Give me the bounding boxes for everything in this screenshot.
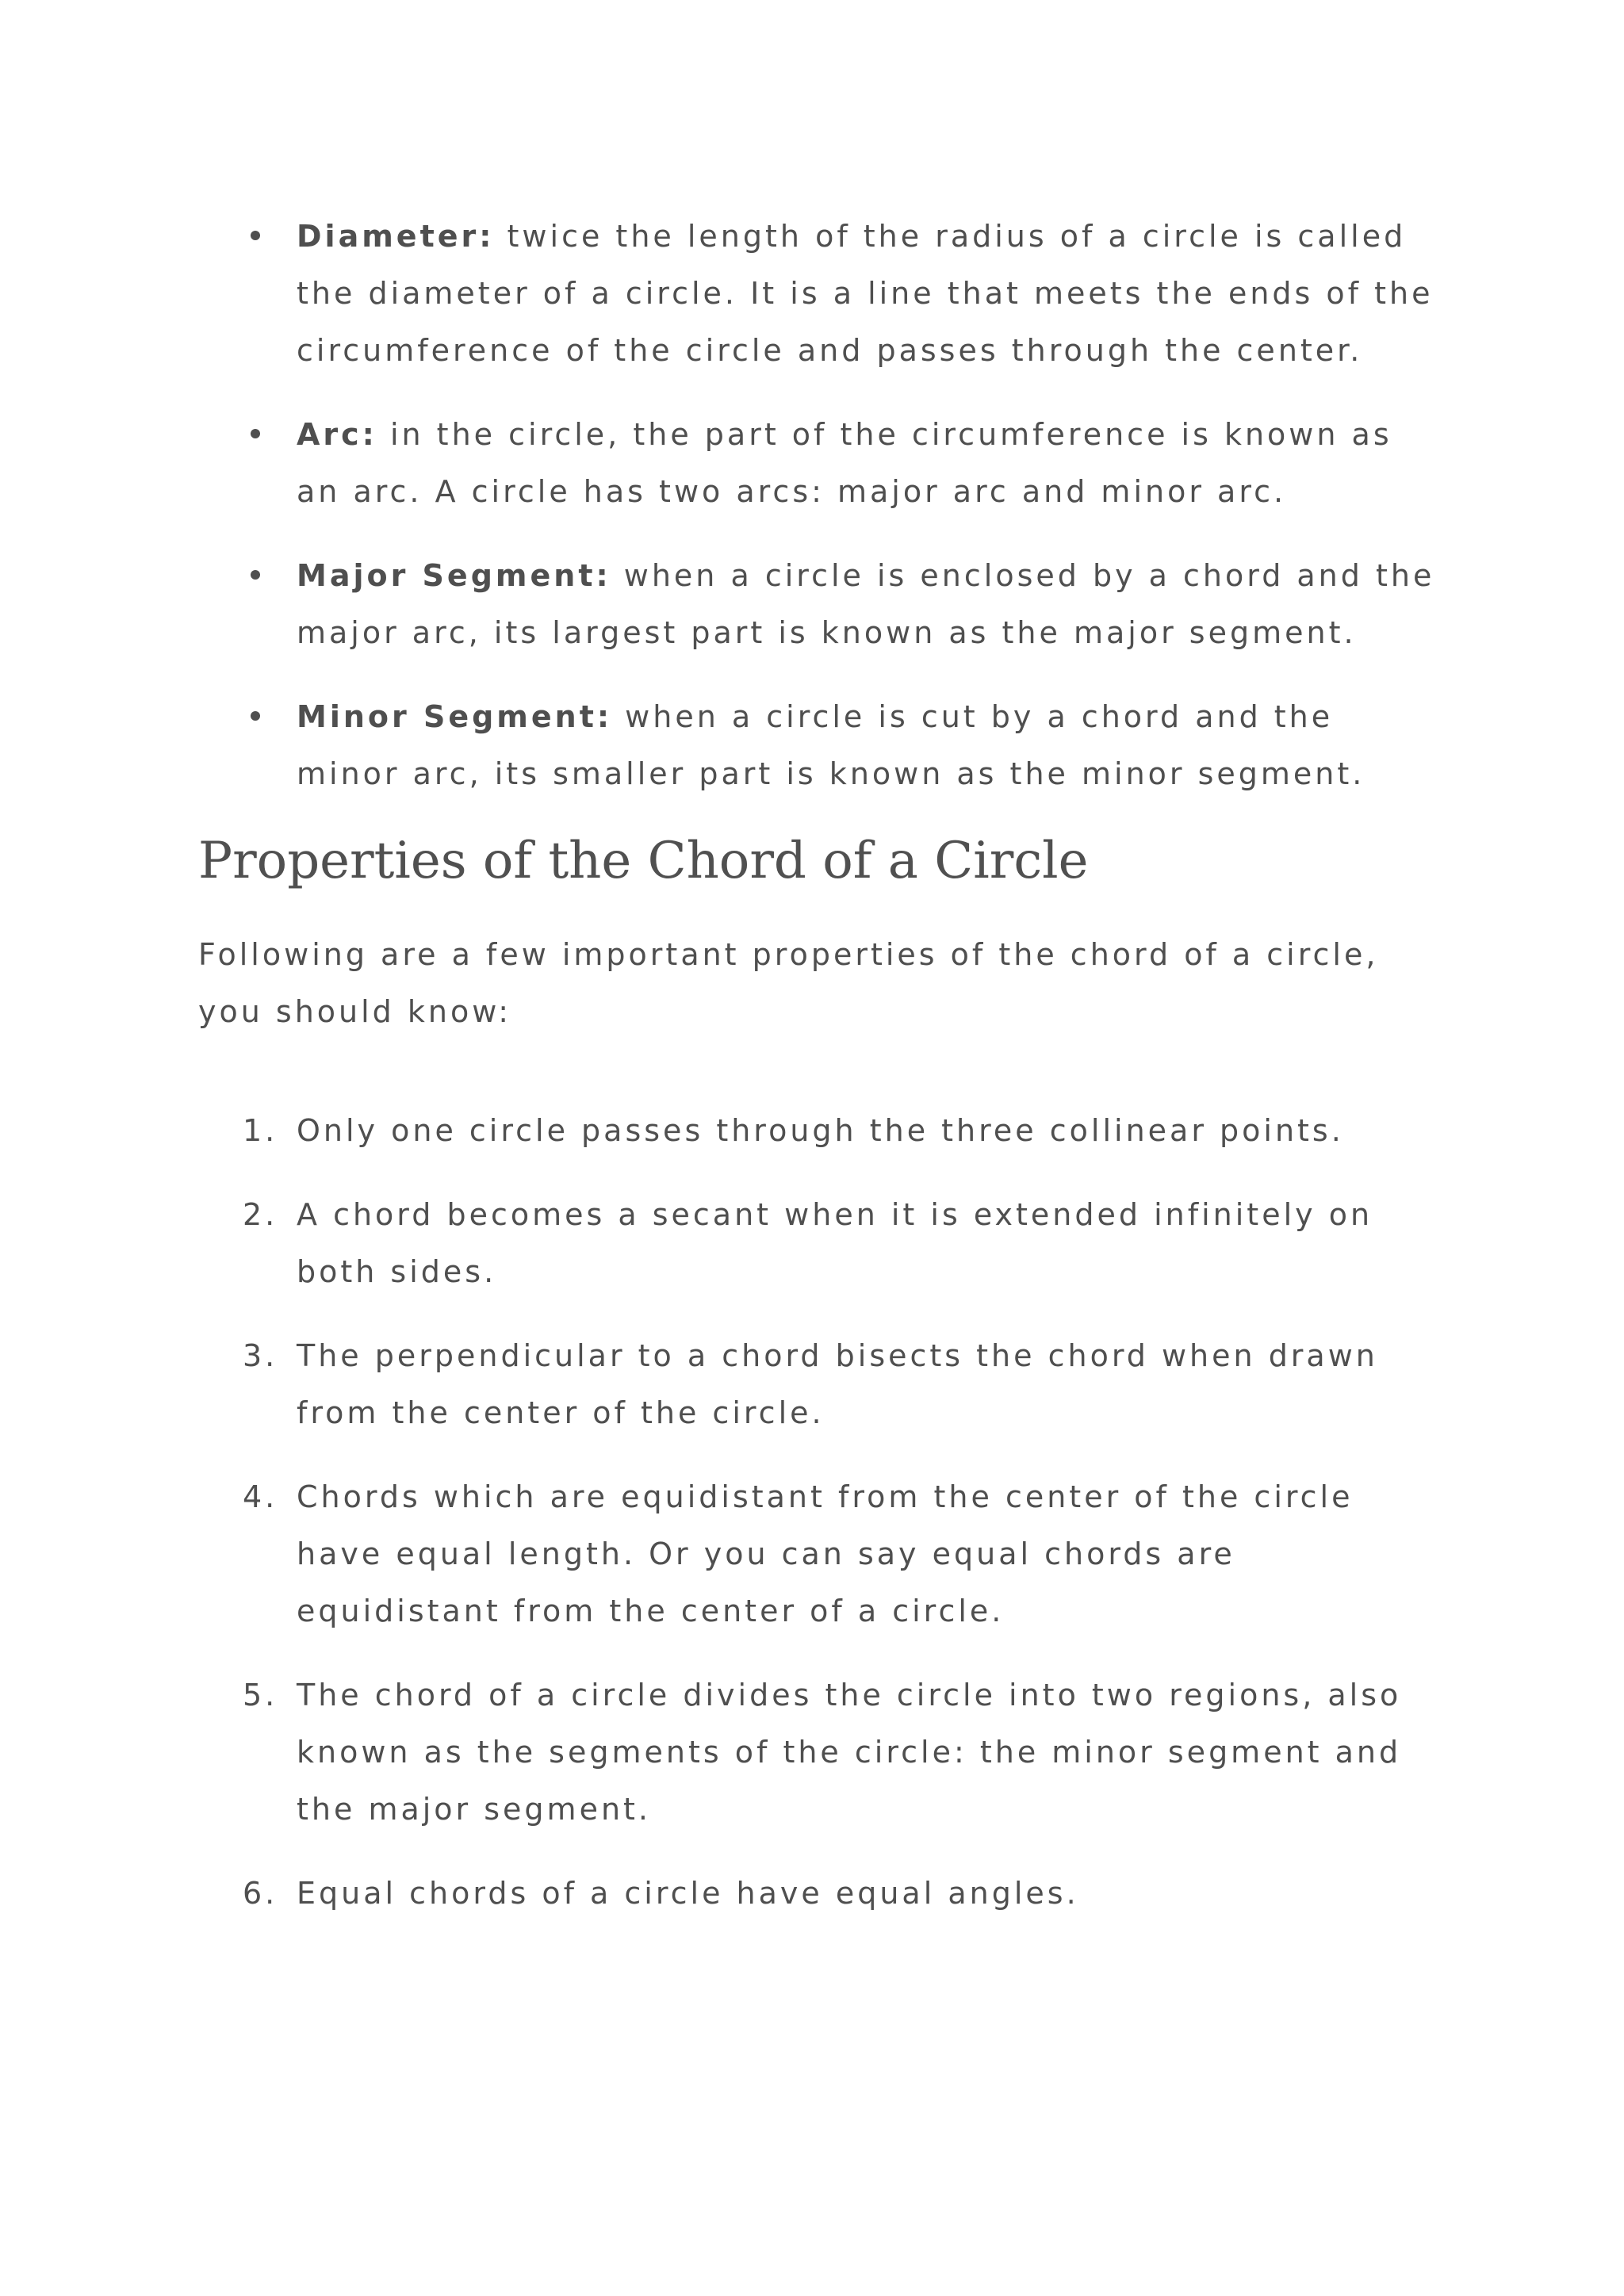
bullet-icon xyxy=(251,711,260,721)
property-text: Equal chords of a circle have equal angles. xyxy=(297,1876,1079,1911)
bullet-icon xyxy=(251,429,260,438)
term-label: Diameter: xyxy=(297,219,495,254)
list-item xyxy=(198,1327,1435,1441)
definition-text: when a circle is enclosed by a chord and the major arc, its largest part is known as the major segment. xyxy=(297,558,1435,650)
document-content xyxy=(198,208,1435,1949)
list-item xyxy=(198,1667,1435,1838)
list-item xyxy=(198,1468,1435,1640)
property-text: Chords which are equidistant from the center of the circle have equal length. Or you can say equal chords are equidistant from the center of a circle. xyxy=(297,1479,1354,1628)
list-item xyxy=(198,688,1435,802)
list-number: 4. xyxy=(243,1479,278,1514)
property-text: A chord becomes a secant when it is extended infinitely on both sides. xyxy=(297,1197,1373,1289)
definition-text: twice the length of the radius of a circle is called the diameter of a circle. It is a line that meets the ends of the circumference of the circle and passes through the center. xyxy=(297,219,1434,368)
section-title: Properties of the Chord of a Circle xyxy=(198,832,1089,890)
property-text: The perpendicular to a chord bisects the chord when drawn from the center of the circle. xyxy=(297,1338,1378,1430)
list-number: 2. xyxy=(243,1197,278,1232)
definition-text: when a circle is cut by a chord and the minor arc, its smaller part is known as the minor segment. xyxy=(297,699,1365,791)
properties-list xyxy=(198,1102,1435,1922)
definition-text: in the circle, the part of the circumference is known as an arc. A circle has two arcs: major arc and minor arc. xyxy=(297,417,1392,509)
term-label: Major Segment: xyxy=(297,558,611,593)
list-item xyxy=(198,1102,1435,1159)
list-number: 3. xyxy=(243,1338,278,1373)
list-item xyxy=(198,547,1435,661)
term-label: Arc: xyxy=(297,417,377,452)
property-text: The chord of a circle divides the circle into two regions, also known as the segments of the circle: the minor segment and the major segment. xyxy=(297,1678,1402,1827)
bullet-icon xyxy=(251,570,260,580)
list-item xyxy=(198,1186,1435,1300)
intro-paragraph: Following are a few important properties of the chord of a circle, you should know: xyxy=(198,937,1379,1029)
list-number: 5. xyxy=(243,1678,278,1712)
list-number: 6. xyxy=(243,1876,278,1911)
term-label: Minor Segment: xyxy=(297,699,613,734)
property-text: Only one circle passes through the three collinear points. xyxy=(297,1113,1344,1148)
list-number: 1. xyxy=(243,1113,278,1148)
definitions-list xyxy=(198,208,1435,802)
list-item xyxy=(198,208,1435,379)
list-item xyxy=(198,406,1435,520)
list-item xyxy=(198,1865,1435,1922)
bullet-icon xyxy=(251,231,260,240)
